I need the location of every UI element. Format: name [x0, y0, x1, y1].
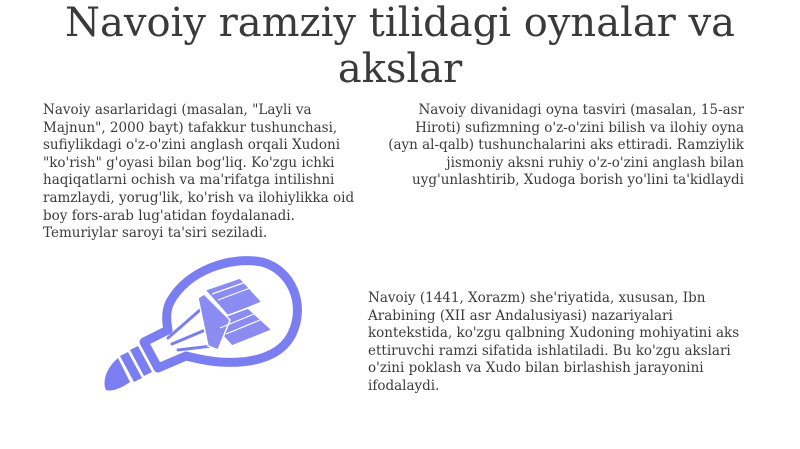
lightbulb-book-icon: [100, 250, 305, 398]
bottom-paragraph: Navoiy (1441, Xorazm) she'riyatida, xususan, Ibn Arabining (XII asr Andalusiyasi) nazariyalari kontekstida, ko'zgu qalbning Xudoning mohiyatini aks ettiruvchi ramzi sifatida ishlatiladi. Bu ko'zgu akslari o'zini poklash va Xudo bilan birlashish jarayonini ifodalaydi.: [368, 290, 740, 394]
right-paragraph: Navoiy divanidagi oyna tasviri (masalan, 15-asr Hiroti) sufizmning o'z-o'zini bilish va ilohiy oyna (ayn al-qalb) tushunchalarini aks ettiradi. Ramziylik jismoniy aksni ruhiy o'z-o'zini anglash bilan uyg'unlashtirib, Xudoga borish yo'lini ta'kidlaydi: [388, 102, 744, 189]
page-title: Navoiy ramziy tilidagi oynalar va akslar: [65, 0, 735, 92]
left-paragraph: Navoiy asarlaridagi (masalan, "Layli va Majnun", 2000 bayt) tafakkur tushunchasi, sufiylikdagi o'z-o'zini anglash orqali Xudoni "ko'rish" g'oyasi bilan bog'liq. Ko'zgu ichki haqiqatlarni ochish va ma'rifatga intilishni ramzlaydi, yorug'lik, ko'rish va ilohiylikka oid boy fors-arab lug'atidan foydalanadi. Temuriylar saroyi ta'siri seziladi.: [43, 102, 355, 242]
